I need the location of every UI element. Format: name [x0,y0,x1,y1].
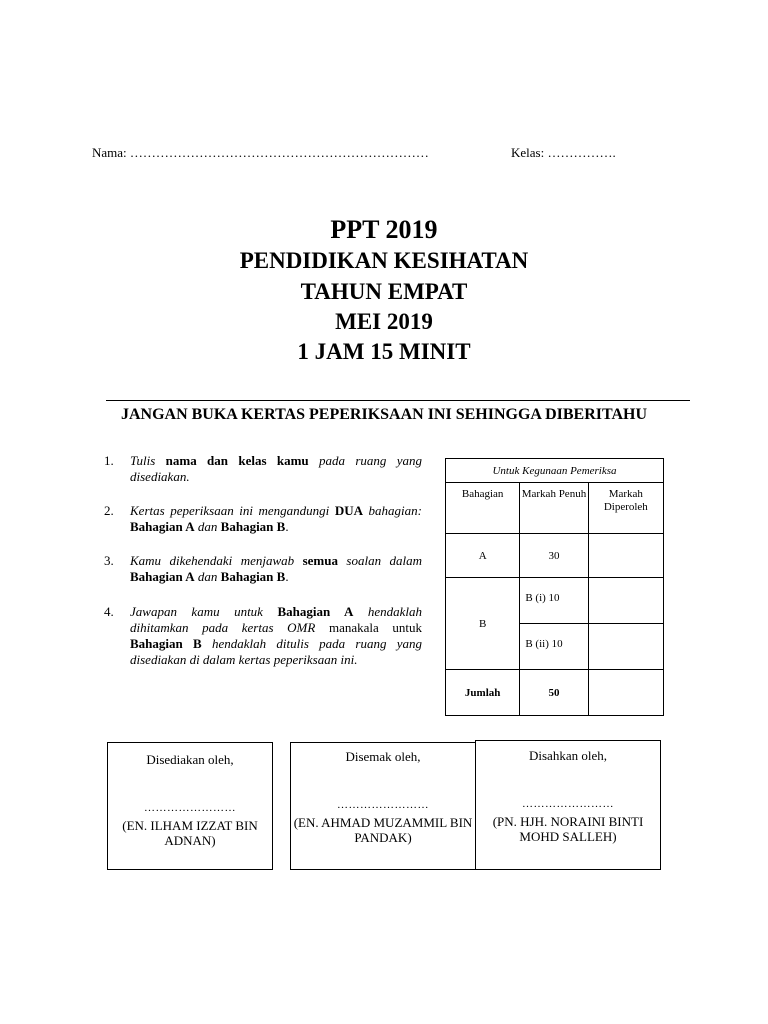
exam-date: MEI 2019 [335,309,433,334]
header-markah-diperoleh: Markah Diperoleh [588,483,663,534]
row-a-label: A [446,534,520,578]
instruction-item [104,553,422,585]
row-bii-marks-obtained [588,624,663,670]
instruction-text [130,604,422,668]
title-divider [106,400,690,401]
instruction-text-run: Bahagian B [130,636,202,651]
row-b-label: B [446,578,520,670]
instruction-number: 1. [104,453,114,468]
approved-by-name: (PN. HJH. NORAINI BINTI MOHD SALLEH) [492,814,644,844]
instruction-text-run: Bahagian B [220,569,286,584]
checked-by-heading: Disemak oleh, [345,749,421,764]
instruction-text-run: Bahagian A [130,569,195,584]
header-bahagian: Bahagian [446,483,520,534]
instruction-text-run: Kamu dikehendaki menjawab [130,553,303,568]
instruction-text-run: . [285,519,289,534]
instruction-item [104,453,422,485]
instruction-text-run: pada ruang yang disediakan. [130,453,422,484]
instruction-text [130,503,422,535]
instruction-text-run: semua [302,553,338,568]
row-a-marks-obtained [588,534,663,578]
class-blank: ……………. [547,145,616,160]
approved-by-box [475,740,661,870]
header-markah-penuh: Markah Penuh [520,483,588,534]
instruction-text-run: manakala untuk [328,620,422,635]
approved-by-heading: Disahkan oleh, [529,748,607,763]
instruction-text-run: Bahagian A [277,604,354,619]
class-field-line [511,145,616,161]
warning-notice: JANGAN BUKA KERTAS PEPERIKSAAN INI SEHINGGA DIBERITAHU [120,406,648,423]
exam-year-level: TAHUN EMPAT [300,279,468,304]
prepared-by-name: (EN. ILHAM IZZAT BIN ADNAN) [122,818,258,848]
instruction-text-run: dan [194,519,221,534]
checked-by-box [290,742,476,870]
instruction-text-run: hendaklah ditulis pada ruang yang disediakan di dalam kertas peperiksaan ini. [130,636,422,667]
instruction-text-run: Kertas peperiksaan ini mengandungi [130,503,335,518]
total-marks-obtained [588,670,663,716]
instruction-text-run: bahagian: [363,503,422,518]
name-blank: …………………………………………………………… [129,145,429,160]
signature-line: …………………… [144,802,236,814]
instruction-text-run: soalan dalam [337,553,423,568]
signature-line: …………………… [522,798,614,810]
name-field-line [92,145,429,161]
class-label: Kelas: [511,145,545,160]
instruction-text-run: Bahagian A [130,519,195,534]
table-caption: Untuk Kegunaan Pemeriksa [446,459,664,483]
instruction-text [130,453,422,485]
row-bii-full-marks: B (ii) 10 [520,624,588,670]
instruction-text-run: Tulis [130,453,166,468]
instruction-text-run: . [285,569,289,584]
instruction-number: 2. [104,503,114,518]
instruction-number: 4. [104,604,114,619]
instruction-text-run: dan [194,569,221,584]
instruction-text-run: Bahagian B [220,519,286,534]
instruction-item [104,503,422,535]
name-label: Nama: [92,145,127,160]
prepared-by-heading: Disediakan oleh, [146,752,234,767]
row-bi-marks-obtained [588,578,663,624]
prepared-by-box [107,742,273,870]
row-bi-full-marks: B (i) 10 [520,578,588,624]
instruction-text-run: hendaklah dihitamkan pada kertas OMR [130,604,422,635]
exam-duration: 1 JAM 15 MINIT [297,339,471,364]
instruction-text-run: Jawapan kamu untuk [130,604,278,619]
instruction-number: 3. [104,553,114,568]
instruction-item [104,604,422,668]
instruction-text-run: DUA [334,503,364,518]
exam-subject: PENDIDIKAN KESIHATAN [239,248,529,273]
instruction-text [130,553,422,585]
instruction-text-run: nama dan kelas kamu [165,453,309,468]
examiner-marks-table [445,458,664,716]
total-full-marks: 50 [520,670,588,716]
checked-by-name: (EN. AHMAD MUZAMMIL BIN PANDAK) [293,815,473,845]
row-a-full-marks: 30 [520,534,588,578]
signature-line: …………………… [337,799,429,811]
exam-title: PPT 2019 [330,215,438,244]
total-label: Jumlah [446,670,520,716]
